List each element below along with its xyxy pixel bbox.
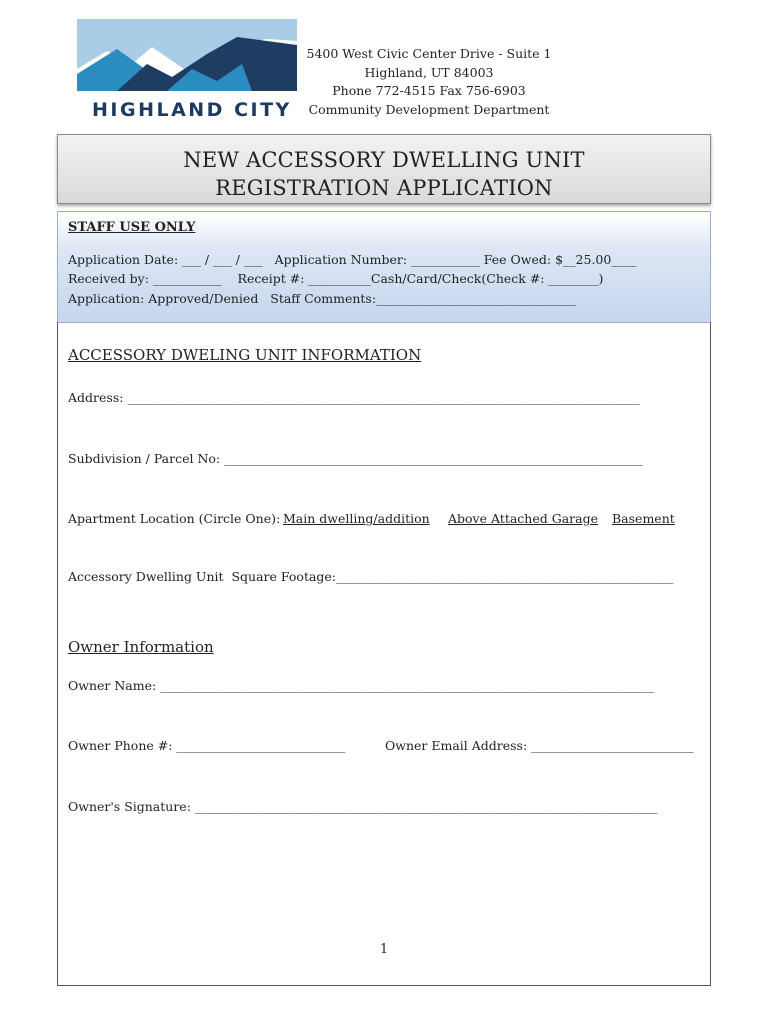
address-field[interactable]: Address: __________________________________________________________________________________ — [68, 390, 640, 405]
option-main-dwelling[interactable]: Main dwelling/addition — [283, 511, 430, 526]
phone-fax-line: Phone 772-4515 Fax 756-6903 — [332, 83, 526, 98]
adu-info-heading: ACCESSORY DWELING UNIT INFORMATION — [68, 346, 422, 364]
address-line: 5400 West Civic Center Drive - Suite 1 — [306, 46, 552, 61]
staff-use-heading: STAFF USE ONLY — [68, 220, 196, 235]
owner-email-field[interactable]: Owner Email Address: __________________________ — [385, 738, 694, 753]
address-line: Highland, UT 84003 — [364, 64, 494, 80]
apartment-location-label: Apartment Location (Circle One): — [68, 511, 281, 526]
staff-status-line: Application: Approved/Denied Staff Comments:________________________________ — [68, 291, 577, 306]
staff-application-line: Application Date: ___ / ___ / ___ Application Number: ___________ Fee Owed: $__25.00____ — [68, 252, 637, 267]
option-basement[interactable]: Basement — [612, 511, 675, 526]
owner-info-heading: Owner Information — [68, 638, 214, 656]
staff-use-only-box — [57, 211, 711, 323]
owner-phone-field[interactable]: Owner Phone #: ___________________________ — [68, 738, 346, 753]
logo-text: HIGHLAND CITY — [92, 99, 292, 121]
square-footage-field[interactable]: Accessory Dwelling Unit Square Footage:______________________________________________________ — [68, 569, 674, 584]
highland-city-logo — [77, 19, 297, 124]
owner-name-field[interactable]: Owner Name: _______________________________________________________________________________ — [68, 678, 654, 693]
city-address-block — [300, 45, 558, 119]
owner-signature-field[interactable]: Owner's Signature: __________________________________________________________________________ — [68, 799, 658, 814]
mountain-logo-icon — [77, 19, 297, 97]
option-above-garage[interactable]: Above Attached Garage — [448, 511, 598, 526]
page-number: 1 — [379, 942, 389, 957]
form-title-line2: REGISTRATION APPLICATION — [215, 176, 553, 200]
staff-received-line: Received by: ___________ Receipt #: __________Cash/Card/Check(Check #: ________) — [68, 271, 604, 286]
form-title-box — [57, 134, 711, 204]
form-title-line1: NEW ACCESSORY DWELLING UNIT — [183, 148, 585, 172]
application-form — [57, 322, 711, 986]
subdivision-parcel-field[interactable]: Subdivision / Parcel No: ___________________________________________________________________ — [68, 451, 643, 466]
department-line: Community Development Department — [308, 101, 550, 117]
